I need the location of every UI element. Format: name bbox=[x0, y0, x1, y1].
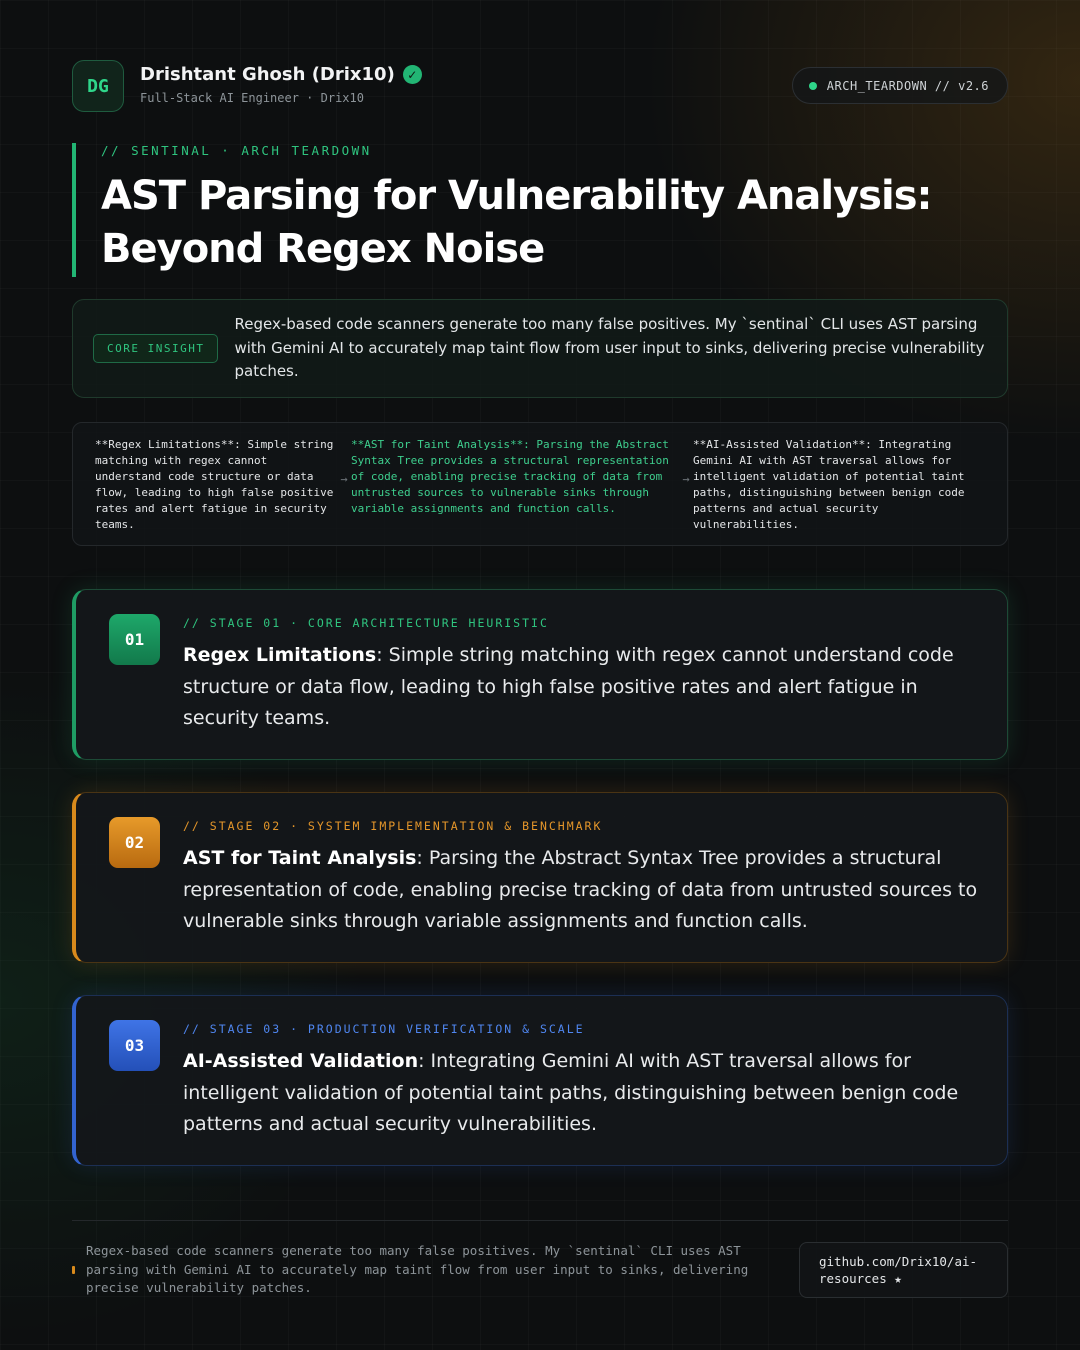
page-title bbox=[101, 170, 972, 276]
footer-summary: Regex-based code scanners generate too many false positives. My `sentinal` CLI uses AST parsing with Gemini AI to accurately map taint flow from user input to sinks, delivering precise vulnerability patches. bbox=[86, 1243, 749, 1295]
stage-body bbox=[183, 640, 983, 735]
footer-divider bbox=[72, 1220, 1008, 1221]
stage-lead: AI-Assisted Validation bbox=[183, 1050, 419, 1072]
stage-card-03 bbox=[72, 995, 1008, 1166]
stage-lead: Regex Limitations bbox=[183, 644, 377, 666]
core-insight-tag: CORE INSIGHT bbox=[93, 334, 218, 363]
author-name-row bbox=[140, 64, 422, 85]
series-kicker: // SENTINAL · ARCH TEARDOWN bbox=[101, 143, 372, 158]
flow-summary bbox=[72, 422, 1008, 546]
stage-number: 01 bbox=[109, 614, 160, 665]
status-dot-icon bbox=[809, 82, 817, 90]
arrow-right-icon: → bbox=[340, 472, 348, 486]
github-link[interactable]: github.com/Drix10/ai-resources ★ bbox=[799, 1242, 1008, 1298]
stage-card-02 bbox=[72, 792, 1008, 963]
stage-kicker: // STAGE 01 · CORE ARCHITECTURE HEURISTIC bbox=[183, 616, 549, 630]
title-line-1: AST Parsing for Vulnerability Analysis: bbox=[101, 173, 932, 219]
stage-kicker: // STAGE 03 · PRODUCTION VERIFICATION & SCALE bbox=[183, 1022, 585, 1036]
stage-body bbox=[183, 843, 983, 938]
title-block bbox=[72, 143, 972, 277]
core-insight-card bbox=[72, 299, 1008, 398]
stage-card-01 bbox=[72, 589, 1008, 760]
version-badge bbox=[792, 67, 1008, 104]
footer-accent-mark bbox=[72, 1266, 75, 1274]
stage-lead: AST for Taint Analysis bbox=[183, 847, 417, 869]
stage-number: 02 bbox=[109, 817, 160, 868]
flow-item: **AI-Assisted Validation**: Integrating Gemini AI with AST traversal allows for intelligent validation of potential taint paths, distinguishing between benign code patterns and actual security vulnerabilities. bbox=[693, 438, 965, 531]
flow-item: **Regex Limitations**: Simple string matching with regex cannot understand code structure or data flow, leading to high false positive rates and alert fatigue in security teams. bbox=[95, 438, 334, 531]
stage-number: 03 bbox=[109, 1020, 160, 1071]
stage-body bbox=[183, 1046, 983, 1141]
avatar: DG bbox=[72, 60, 124, 112]
stage-text: : Parsing the Abstract Syntax Tree provides a structural representation of code, enabling precise tracking of data from untrusted sources to vulnerable sinks through variable assignments and function calls. bbox=[183, 847, 978, 932]
verified-check-icon: ✓ bbox=[403, 65, 422, 84]
version-badge-label: ARCH_TEARDOWN // v2.6 bbox=[826, 78, 989, 93]
stage-kicker: // STAGE 02 · SYSTEM IMPLEMENTATION & BENCHMARK bbox=[183, 819, 603, 833]
flow-item: **AST for Taint Analysis**: Parsing the Abstract Syntax Tree provides a structural representation of code, enabling precise tracking of data from untrusted sources to vulnerable sinks through variable assignments and function calls. bbox=[351, 438, 669, 515]
author-name: Drishtant Ghosh (Drix10) bbox=[140, 64, 395, 85]
stage-text: : Simple string matching with regex cannot understand code structure or data flow, leading to high false positive rates and alert fatigue in security teams. bbox=[183, 644, 954, 729]
title-line-2: Beyond Regex Noise bbox=[101, 226, 545, 272]
stage-text: : Integrating Gemini AI with AST traversal allows for intelligent validation of potential taint paths, distinguishing between benign code patterns and actual security vulnerabilities. bbox=[183, 1050, 959, 1135]
arrow-right-icon: → bbox=[682, 472, 690, 486]
author-role: Full-Stack AI Engineer · Drix10 bbox=[140, 91, 364, 105]
core-insight-text: Regex-based code scanners generate too many false positives. My `sentinal` CLI uses AST parsing with Gemini AI to accurately map taint flow from user input to sinks, delivering precise vulnerability patches. bbox=[234, 315, 985, 381]
